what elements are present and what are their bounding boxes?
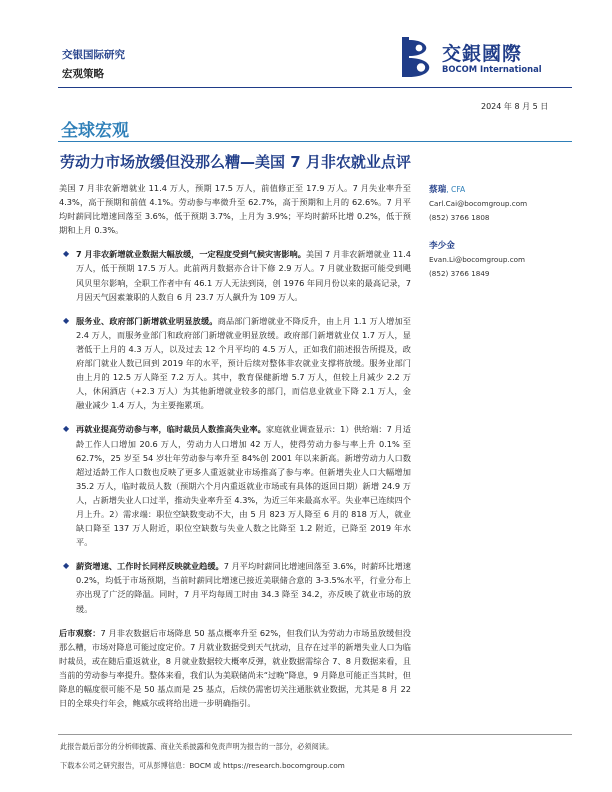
point-1 xyxy=(59,247,411,303)
author-name: 李少金 xyxy=(429,241,455,251)
bullet-icon: ◆ xyxy=(63,561,70,571)
point-1-heading: 7 月非农新增就业数据大幅放缓，一定程度受到气候灾害影响。 xyxy=(76,249,306,260)
author-block-2 xyxy=(429,239,579,282)
author-email[interactable]: Evan.Li@bocomgroup.com xyxy=(429,255,526,265)
section-title: 全球宏观 xyxy=(61,121,129,141)
point-4-heading: 薪资增速、工作时长同样反映就业趋缓。 xyxy=(76,561,224,572)
report-title: 劳动力市场放缓但没那么糟—美国 7 月非农就业点评 xyxy=(60,153,411,171)
author-phone: (852) 3766 1849 xyxy=(429,269,490,279)
point-3-text: 家庭就业调查显示：1）供给端：7 月适龄工作人口增加 20.6 万人，劳动力人口增加 42 万人，使得劳动力参与率上升 0.1% 至 62.7%，25 岁至 54 岁壮年劳动参与率升至 84%创 2001 年以来新高。新增劳动力人口数超过适龄工作人口数也反映了更多人重返就业市场推高了参与率。但新增失业人口大幅增加 35.2 万人，临时裁员人数（预期六个月内重返就业市场或有具体的返回日期）新增 24.9 万人，占新增失业人口过半，推动失业率升至 4.3%，为近三年来最高水平。失业率已连续四个月上升。2）需求端：职位空缺数变动不大，由 5 月 823 万人降至 6 月的 818 万人，就业缺口降至 137 万人附近，职位空缺数与失业人数之比降至 1.2 附近，已降至 2019 年水平。 xyxy=(76,424,411,548)
point-4 xyxy=(59,559,411,615)
bullet-icon: ◆ xyxy=(63,315,70,325)
logo-chinese-text: 交銀國際 xyxy=(442,43,523,65)
point-2-heading: 服务业、政府部门新增就业明显放缓。 xyxy=(76,315,218,326)
report-date: 2024 年 8 月 5 日 xyxy=(481,102,549,111)
footer-download-info[interactable]: 下载本公司之研究报告，可从彭博信息：BOCM 或 https://research.bocomgroup.com xyxy=(60,761,345,770)
point-3-heading: 再就业提高劳动参与率，临时裁员人数推高失业率。 xyxy=(76,424,266,435)
outlook-text: 7 月非农数据后市场降息 50 基点概率升至 62%，但我们认为劳动力市场虽放缓但没那么糟，市场对降息可能过度定价。7 月就业数据受到天气扰动，且存在过半的新增失业人口为临时裁员，或在随后重返就业，8 月就业数据较大概率反弹，就业数据需综合 7、8 月数据来看，且当前的劳动参与率提升。整体来看，我们认为美联储尚未“过晚”降息，9 月降息可能正当其时，但降息的幅度很可能不是 50 基点而是 25 基点，后续仍需密切关注通胀就业数据，尤其是 8 月 22 日的全球央行年会，鲍威尔或将给出进一步明确指引。 xyxy=(59,627,411,709)
author-block-1: 蔡瑞, CFA Carl.Cai@bocomgroup.com (852) 3766 1808 xyxy=(429,183,579,226)
section-divider xyxy=(58,141,572,142)
author-name: 蔡瑞 xyxy=(429,185,447,195)
footer-divider xyxy=(58,734,572,735)
author-phone: (852) 3766 1808 xyxy=(429,213,490,223)
footer-disclaimer: 此报告最后部分的分析师披露、商业关系披露和免责声明为报告的一部分，必须阅读。 xyxy=(60,742,334,751)
point-1-text: 美国 7 月非农新增就业 11.4 万人，低于预期 17.5 万人。此前两月数据亦合计下修 2.9 万人。7 月就业数据可能受到飓风贝里尔影响，全职工作者中有 46.1 万人无法到岗，创 1976 年同月份以来的最高记录，7 月因天气因素兼职的人数自 6 月 23.7 万人飙升为 109 万人。 xyxy=(76,249,411,302)
logo-english-text: BOCOM International xyxy=(442,64,542,74)
bullet-icon: ◆ xyxy=(63,424,70,434)
header-divider xyxy=(58,87,572,88)
author-email[interactable]: Carl.Cai@bocomgroup.com xyxy=(429,199,528,209)
point-3 xyxy=(59,422,411,549)
outlook-heading: 后市观察： xyxy=(59,627,101,638)
firm-name: 交银国际研究 xyxy=(62,49,125,61)
bocom-logo-icon xyxy=(398,34,438,80)
lead-paragraph: 美国 7 月非农新增就业 11.4 万人，预期 17.5 万人，前值修正至 17.9 万人。7 月失业率升至 4.3%，高于预期和前值 4.1%。劳动参与率微升至 62.7%，高于预期和上月的 62.6%。7 月平均时薪同比增速回落至 3.6%，低于预期 3.7%，上月为 3.9%；平均时薪环比增 0.2%，低于预期和上月 0.3%。 xyxy=(59,183,411,236)
point-2-text: 商品部门新增就业不降反升，由上月 1.1 万人增加至 2.4 万人，而服务业部门和政府部门新增就业明显放缓。政府部门新增就业仅 1.7 万人，显著低于上月的 4.3 万人，以及过去 12 个月平均的 4.5 万人，正如我们前述报告所提及，政府部门就业人数已回到 2019 年的水平，预计后续对整体非农就业支撑将放缓。服务业部门由上月的 12.5 万人降至 7.2 万人。其中，教育保健新增 5.7 万人，但较上月减少 2.2 万人，休闲酒店（+2.3 万人）为其他新增就业较多的部门，而信息业就业下降 2.1 万人，金融业减少 1.4 万人，为主要拖累项。 xyxy=(76,315,411,411)
bullet-icon: ◆ xyxy=(63,249,70,259)
report-body xyxy=(59,181,411,720)
point-2 xyxy=(59,314,411,413)
point-4-text: 7 月平均时薪同比增速回落至 3.6%，时薪环比增速 0.2%，均低于市场预期，当前时薪同比增速已接近美联储合意的 3-3.5%水平，行业分布上亦出现了广泛的降温。同时，7 月平均每周工时由 34.3 降至 34.2，亦反映了就业市场的放缓。 xyxy=(76,561,411,614)
report-category: 宏观策略 xyxy=(62,68,104,80)
author-credential: CFA xyxy=(451,185,466,194)
outlook-paragraph xyxy=(59,626,411,711)
